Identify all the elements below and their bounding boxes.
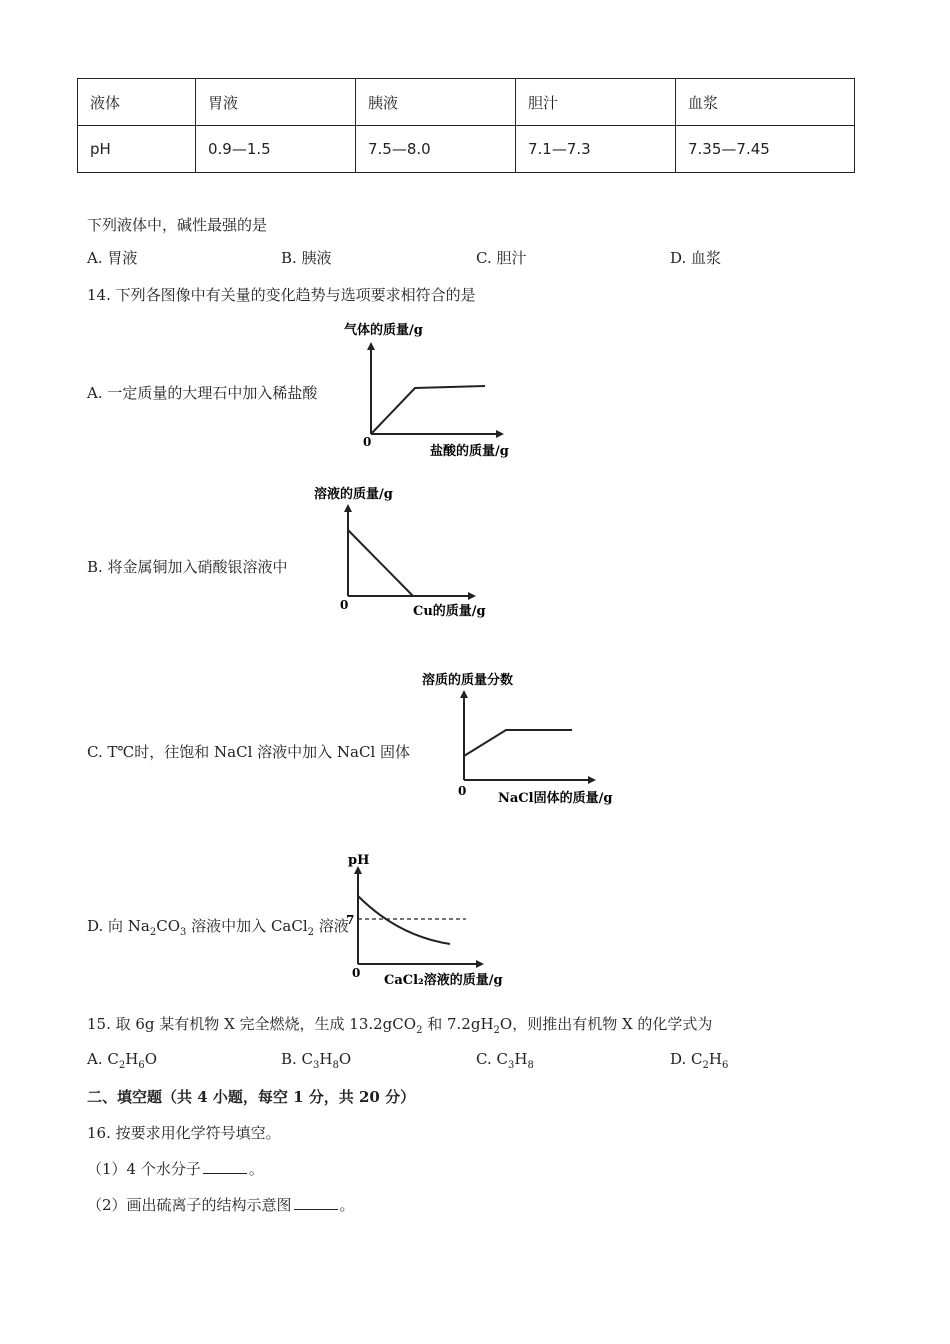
graph-b-ylabel: 溶液的质量/g [314, 487, 393, 502]
table-cell: 胆汁 [516, 79, 676, 126]
graph-b [310, 480, 510, 625]
q16-sub2: （2）画出硫离子的结构示意图 。 [87, 1196, 355, 1214]
q13-stem: 下列液体中，碱性最强的是 [87, 216, 268, 234]
q14-option-b: B. 将金属铜加入硝酸银溶液中 [87, 558, 288, 576]
graph-a-xlabel: 盐酸的质量/g [430, 444, 509, 459]
graph-d-tick-7: 7 [346, 913, 355, 927]
q13-option-b: B. 胰液 [281, 249, 332, 267]
q14-option-a: A. 一定质量的大理石中加入稀盐酸 [87, 384, 318, 402]
q16-sub1: （1）4 个水分子 。 [87, 1160, 264, 1178]
graph-a-origin: 0 [363, 435, 372, 449]
table-cell: 血浆 [676, 79, 855, 126]
table-cell: 0.9—1.5 [196, 126, 356, 173]
graph-c [420, 664, 640, 814]
q13-option-c: C. 胆汁 [476, 249, 527, 267]
q14-option-d: D. 向 $Na_2CO_3$ 溶液中加入 CaCl$_2$ 溶液 [87, 917, 349, 938]
answer-blank[interactable] [294, 1195, 338, 1210]
q15-option-d: D. $C_2H_6$ [670, 1050, 729, 1071]
graph-c-curve [464, 730, 572, 756]
graph-d-ylabel: pH [348, 853, 370, 868]
graph-a-ylabel: 气体的质量/g [344, 323, 423, 338]
q15-stem: 15. 取 6g 某有机物 X 完全燃烧，生成 13.2gCO$_2$ 和 $7.2gH_2O$，则推出有机物 X 的化学式为 [87, 1015, 713, 1036]
table-cell: 胃液 [196, 79, 356, 126]
table-header-row [78, 79, 855, 126]
graph-c-ylabel: 溶质的质量分数 [422, 673, 514, 688]
graph-d [338, 850, 538, 990]
graph-b-origin: 0 [340, 598, 349, 612]
graph-a [340, 318, 540, 463]
graph-b-xlabel: Cu的质量/g [413, 604, 486, 619]
q15-option-c: C. $C_3H_8$ [476, 1050, 534, 1071]
section-title: 二、填空题（共 4 小题，每空 1 分，共 20 分） [87, 1088, 416, 1106]
q14-stem: 14. 下列各图像中有关量的变化趋势与选项要求相符合的是 [87, 286, 476, 304]
table-cell: 7.1—7.3 [516, 126, 676, 173]
q13-option-a: A. 胃液 [87, 249, 138, 267]
graph-c-origin: 0 [458, 784, 467, 798]
table-cell: 胰液 [356, 79, 516, 126]
table-cell: 7.5—8.0 [356, 126, 516, 173]
graph-d-curve [358, 896, 450, 944]
q13-option-d: D. 血浆 [670, 249, 722, 267]
table-cell: 7.35—7.45 [676, 126, 855, 173]
answer-blank[interactable] [203, 1159, 247, 1174]
graph-a-curve [371, 386, 485, 434]
table-cell: 液体 [78, 79, 196, 126]
graph-c-xlabel: NaCl固体的质量/g [498, 791, 613, 806]
graph-d-origin: 0 [352, 966, 361, 980]
q16-stem: 16. 按要求用化学符号填空。 [87, 1124, 281, 1142]
q15-option-a: A. $C_2H_6O$ [87, 1050, 158, 1071]
graph-b-curve [348, 530, 413, 596]
table-cell: pH [78, 126, 196, 173]
q14-option-c: C. T℃时，往饱和 NaCl 溶液中加入 NaCl 固体 [87, 743, 411, 761]
q15-option-b: B. $C_3H_8O$ [281, 1050, 352, 1071]
table-row [78, 126, 855, 173]
graph-d-xlabel: CaCl₂溶液的质量/g [384, 973, 503, 988]
ph-table [77, 78, 855, 173]
